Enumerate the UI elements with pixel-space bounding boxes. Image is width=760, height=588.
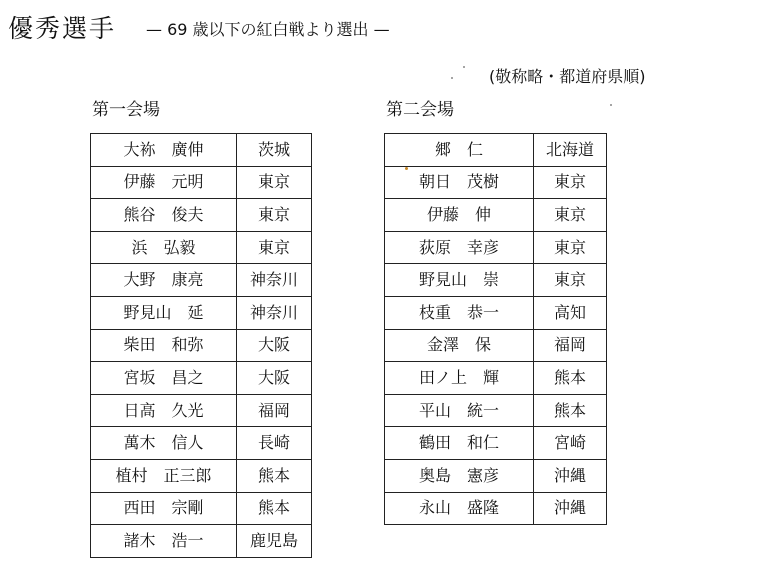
page-subtitle: — 69 歳以下の紅白戦より選出 — (146, 20, 390, 39)
table-row (385, 264, 607, 297)
player-prefecture: 東京 (237, 199, 312, 232)
table-row (91, 394, 312, 427)
hall2-table (384, 133, 607, 525)
table-row (385, 362, 607, 395)
player-name: 宮坂 昌之 (91, 362, 237, 395)
player-name: 大袮 廣伸 (91, 134, 237, 167)
player-prefecture: 沖縄 (534, 459, 607, 492)
player-prefecture: 福岡 (237, 394, 312, 427)
hall2-label: 第二会場 (386, 100, 454, 120)
page-title: 優秀選手 (8, 14, 117, 43)
player-prefecture: 熊本 (237, 492, 312, 525)
player-name: 日高 久光 (91, 394, 237, 427)
player-name: 田ノ上 輝 (385, 362, 534, 395)
player-name: 野見山 延 (91, 296, 237, 329)
player-name: 平山 統一 (385, 394, 534, 427)
player-name: 鶴田 和仁 (385, 427, 534, 460)
table-row (91, 264, 312, 297)
player-prefecture: 茨城 (237, 134, 312, 167)
scan-speck (451, 77, 453, 79)
player-prefecture: 東京 (534, 199, 607, 232)
table-row (91, 525, 312, 558)
player-name: 植村 正三郎 (91, 459, 237, 492)
table-row (385, 427, 607, 460)
table-row (385, 134, 607, 167)
player-prefecture: 神奈川 (237, 264, 312, 297)
table-row (91, 166, 312, 199)
player-name: 諸木 浩一 (91, 525, 237, 558)
table-row (91, 492, 312, 525)
player-name: 大野 康亮 (91, 264, 237, 297)
table-row (91, 296, 312, 329)
player-prefecture: 熊本 (534, 394, 607, 427)
player-prefecture: 熊本 (534, 362, 607, 395)
player-prefecture: 鹿児島 (237, 525, 312, 558)
player-prefecture: 大阪 (237, 362, 312, 395)
player-prefecture: 宮崎 (534, 427, 607, 460)
player-prefecture: 東京 (534, 264, 607, 297)
player-prefecture: 高知 (534, 296, 607, 329)
player-name: 伊藤 元明 (91, 166, 237, 199)
hall1-label: 第一会場 (92, 100, 160, 120)
player-name: 萬木 信人 (91, 427, 237, 460)
player-name: 熊谷 俊夫 (91, 199, 237, 232)
table-row (385, 199, 607, 232)
player-prefecture: 大阪 (237, 329, 312, 362)
scan-speck (405, 167, 408, 170)
player-prefecture: 東京 (237, 231, 312, 264)
hall1-table (90, 133, 312, 558)
honorific-note: (敬称略・都道府県順) (489, 67, 646, 86)
player-name: 浜 弘毅 (91, 231, 237, 264)
table-row (385, 166, 607, 199)
table-row (385, 394, 607, 427)
table-row (91, 427, 312, 460)
player-name: 野見山 崇 (385, 264, 534, 297)
player-prefecture: 福岡 (534, 329, 607, 362)
table-row (91, 134, 312, 167)
player-prefecture: 熊本 (237, 459, 312, 492)
player-name: 朝日 茂樹 (385, 166, 534, 199)
player-name: 枝重 恭一 (385, 296, 534, 329)
player-prefecture: 東京 (534, 166, 607, 199)
player-prefecture: 長崎 (237, 427, 312, 460)
player-name: 金澤 保 (385, 329, 534, 362)
scan-speck (463, 66, 465, 68)
player-name: 永山 盛隆 (385, 492, 534, 525)
table-row (385, 459, 607, 492)
player-prefecture: 神奈川 (237, 296, 312, 329)
table-row (91, 329, 312, 362)
table-row (91, 231, 312, 264)
player-prefecture: 北海道 (534, 134, 607, 167)
table-row (385, 329, 607, 362)
player-name: 伊藤 伸 (385, 199, 534, 232)
player-name: 荻原 幸彦 (385, 231, 534, 264)
player-prefecture: 沖縄 (534, 492, 607, 525)
player-name: 西田 宗剛 (91, 492, 237, 525)
table-row (385, 231, 607, 264)
table-row (91, 459, 312, 492)
player-prefecture: 東京 (237, 166, 312, 199)
player-name: 郷 仁 (385, 134, 534, 167)
table-row (385, 492, 607, 525)
player-prefecture: 東京 (534, 231, 607, 264)
player-name: 柴田 和弥 (91, 329, 237, 362)
table-row (385, 296, 607, 329)
table-row (91, 199, 312, 232)
scan-speck (610, 104, 612, 106)
player-name: 奥島 憲彦 (385, 459, 534, 492)
table-row (91, 362, 312, 395)
